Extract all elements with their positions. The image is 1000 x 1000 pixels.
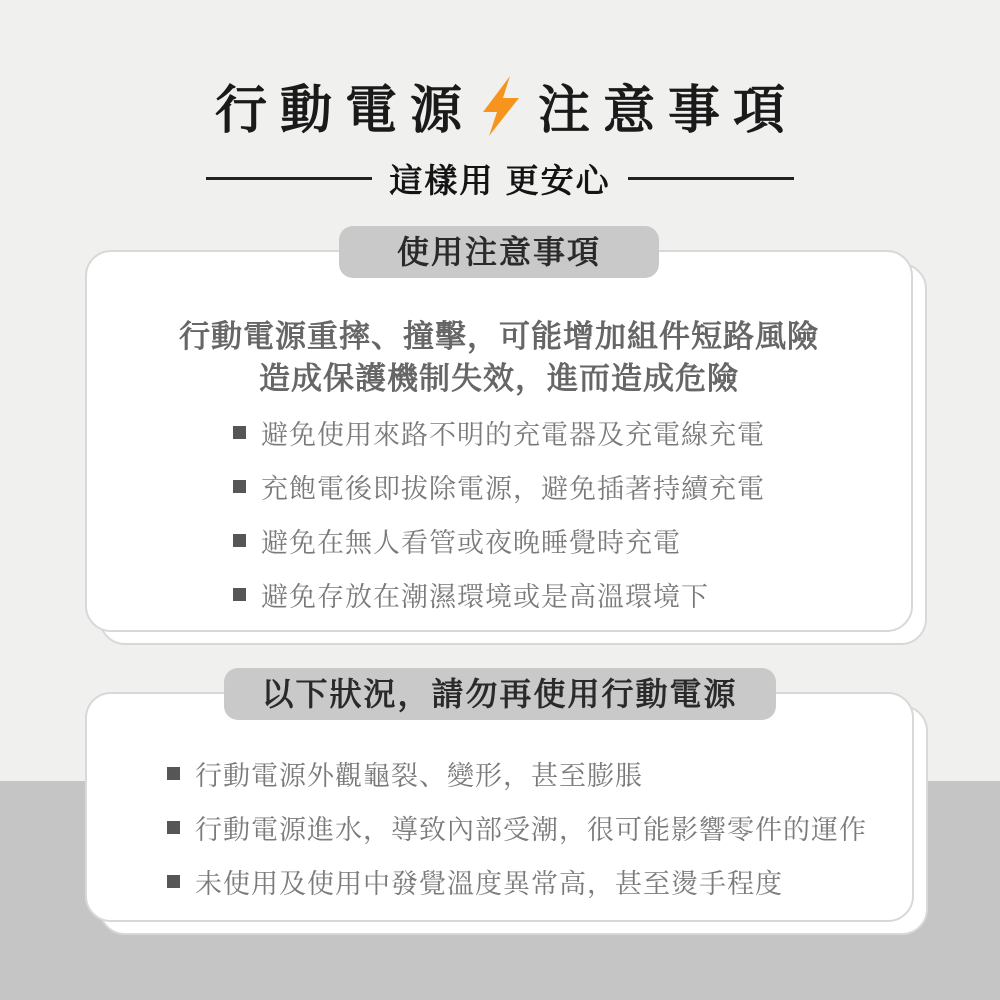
title-right: 注意事項	[538, 82, 799, 140]
stop-usage-card	[85, 676, 914, 922]
list-item	[167, 814, 912, 845]
bullet-text: 避免在無人看管或夜晚睡覺時充電	[261, 528, 681, 558]
subtitle-text: 這樣用 更安心	[389, 162, 611, 199]
card-front	[85, 234, 913, 632]
list-item	[167, 868, 912, 899]
list-item	[233, 581, 911, 612]
card-badge: 以下狀況，請勿再使用行動電源	[223, 668, 775, 720]
usage-notes-card	[85, 234, 913, 632]
bullet-text: 避免存放在潮濕環境或是高溫環境下	[261, 582, 709, 612]
bullet-square-icon	[233, 534, 246, 547]
bullet-square-icon	[167, 875, 180, 888]
title-left: 行動電源	[214, 82, 475, 140]
bullet-text: 未使用及使用中發覺溫度異常高，甚至燙手程度	[195, 869, 783, 899]
intro-line: 造成保護機制失效，進而造成危險	[259, 361, 739, 396]
list-item	[233, 527, 911, 558]
bullet-square-icon	[233, 588, 246, 601]
bullet-list	[87, 419, 911, 612]
subtitle	[0, 155, 1000, 202]
bullet-text: 避免使用來路不明的充電器及充電線充電	[261, 420, 765, 450]
right-rule	[628, 177, 794, 180]
bullet-square-icon	[233, 480, 246, 493]
lightning-bolt-icon	[478, 75, 522, 137]
card-front	[85, 676, 914, 922]
bullet-square-icon	[233, 426, 246, 439]
list-item	[233, 473, 911, 504]
list-item	[167, 760, 912, 791]
card-badge: 使用注意事項	[339, 226, 659, 278]
intro-line: 行動電源重摔、撞擊，可能增加組件短路風險	[179, 319, 819, 354]
bullet-text: 充飽電後即拔除電源，避免插著持續充電	[261, 474, 765, 504]
list-item	[233, 419, 911, 450]
bullet-square-icon	[167, 767, 180, 780]
bullet-list	[87, 694, 912, 899]
page-title	[0, 68, 1000, 143]
bullet-text: 行動電源外觀龜裂、變形，甚至膨脹	[195, 761, 643, 791]
bullet-square-icon	[167, 821, 180, 834]
left-rule	[206, 177, 372, 180]
bullet-text: 行動電源進水，導致內部受潮，很可能影響零件的運作	[195, 815, 867, 845]
